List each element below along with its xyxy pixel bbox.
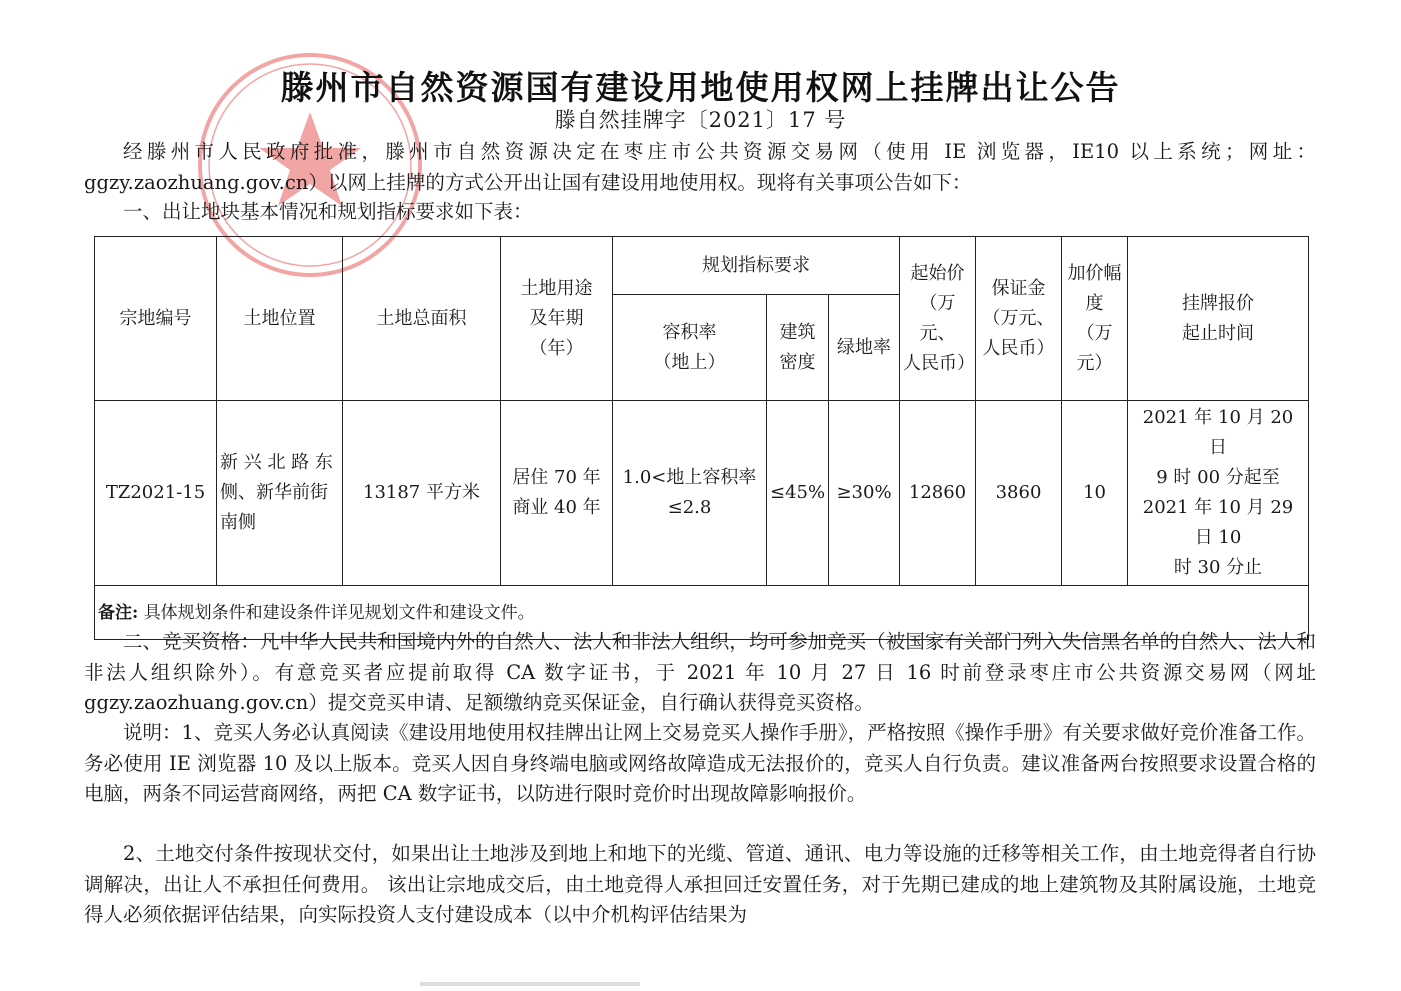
header-location: 土地位置 bbox=[217, 237, 343, 401]
header-green: 绿地率 bbox=[829, 295, 900, 401]
note-text: 具体规划条件和建设条件详见规划文件和建设文件。 bbox=[143, 602, 535, 623]
header-bid-time: 挂牌报价 起止时间 bbox=[1128, 237, 1309, 401]
header-use-term: 土地用途 及年期 （年） bbox=[501, 237, 613, 401]
cell-density: ≤45% bbox=[767, 401, 829, 586]
header-far: 容积率 （地上） bbox=[613, 295, 767, 401]
header-start-price: 起始价 （万元、 人民币） bbox=[900, 237, 976, 401]
cell-start-price: 12860 bbox=[900, 401, 976, 586]
cell-area: 13187 平方米 bbox=[343, 401, 501, 586]
table-row bbox=[95, 401, 1309, 586]
cell-parcel-no: TZ2021-15 bbox=[95, 401, 217, 586]
header-density: 建筑 密度 bbox=[767, 295, 829, 401]
cell-deposit: 3860 bbox=[976, 401, 1062, 586]
section-2-paragraph: 二、竞买资格：凡中华人民共和国境内外的自然人、法人和非法人组织，均可参加竞买（被国家有关部门列入失信黑名单的自然人、法人和非法人组织除外）。有意竞买者应提前取得 CA 数字证书，于 2021 年 10 月 27 日 16 时前登录枣庄市公共资源交易网（网址 ggzy.zaozhuang.gov.cn）提交竞买申请、足额缴纳竞买保证金，自行确认获得竞买资格。 bbox=[84, 630, 1316, 714]
header-increment: 加价幅 度 （万 元） bbox=[1062, 237, 1128, 401]
section-1-heading: 一、出让地块基本情况和规划指标要求如下表： bbox=[123, 200, 533, 223]
intro-paragraph: 经滕州市人民政府批准，滕州市自然资源决定在枣庄市公共资源交易网（使用 IE 浏览器，IE10 以上系统；网址：ggzy.zaozhuang.gov.cn）以网上挂牌的方式公开出让国有建设用地使用权。现将有关事项公告如下： bbox=[84, 140, 1316, 194]
cell-location: 新 兴 北 路 东 侧、新华前街 南侧 bbox=[217, 401, 343, 586]
cell-green: ≥30% bbox=[829, 401, 900, 586]
header-planning: 规划指标要求 bbox=[613, 237, 900, 295]
note-2-paragraph: 2、土地交付条件按现状交付，如果出让土地涉及到地上和地下的光缆、管道、通讯、电力等设施的迁移等相关工作，由土地竞得者自行协调解决，出让人不承担任何费用。 该出让宗地成交后，由土地竞得人承担回迁安置任务，对于先期已建成的地上建筑物及其附属设施，土地竞得人必须依据评估结果，向实际投资人支付建设成本（以中介机构评估结果为 bbox=[84, 842, 1316, 926]
cell-use-term: 居住 70 年 商业 40 年 bbox=[501, 401, 613, 586]
note-label: 备注: bbox=[98, 602, 139, 623]
note-1-paragraph: 说明：1、竞买人务必认真阅读《建设用地使用权挂牌出让网上交易竞买人操作手册》，严格按照《操作手册》有关要求做好竞价准备工作。务必使用 IE 浏览器 10 及以上版本。竞买人因自身终端电脑或网络故障造成无法报价的，竞买人自行负责。建议准备两台按照要求设置合格的电脑，两条不同运营商网络，两把 CA 数字证书，以防进行限时竞价时出现故障影响报价。 bbox=[84, 721, 1316, 805]
cell-bid-time: 2021 年 10 月 20 日 9 时 00 分起至 2021 年 10 月 29 日 10 时 30 分止 bbox=[1128, 401, 1309, 586]
header-parcel-no: 宗地编号 bbox=[95, 237, 217, 401]
header-area: 土地总面积 bbox=[343, 237, 501, 401]
land-parcel-table bbox=[94, 236, 1309, 640]
cell-increment: 10 bbox=[1062, 401, 1128, 586]
header-deposit: 保证金 （万元、 人民币） bbox=[976, 237, 1062, 401]
document-title: 滕州市自然资源国有建设用地使用权网上挂牌出让公告 bbox=[280, 68, 1121, 107]
document-number: 滕自然挂牌字〔2021〕17 号 bbox=[554, 108, 847, 132]
cell-far: 1.0<地上容积率 ≤2.8 bbox=[613, 401, 767, 586]
scan-artifact bbox=[420, 982, 640, 986]
